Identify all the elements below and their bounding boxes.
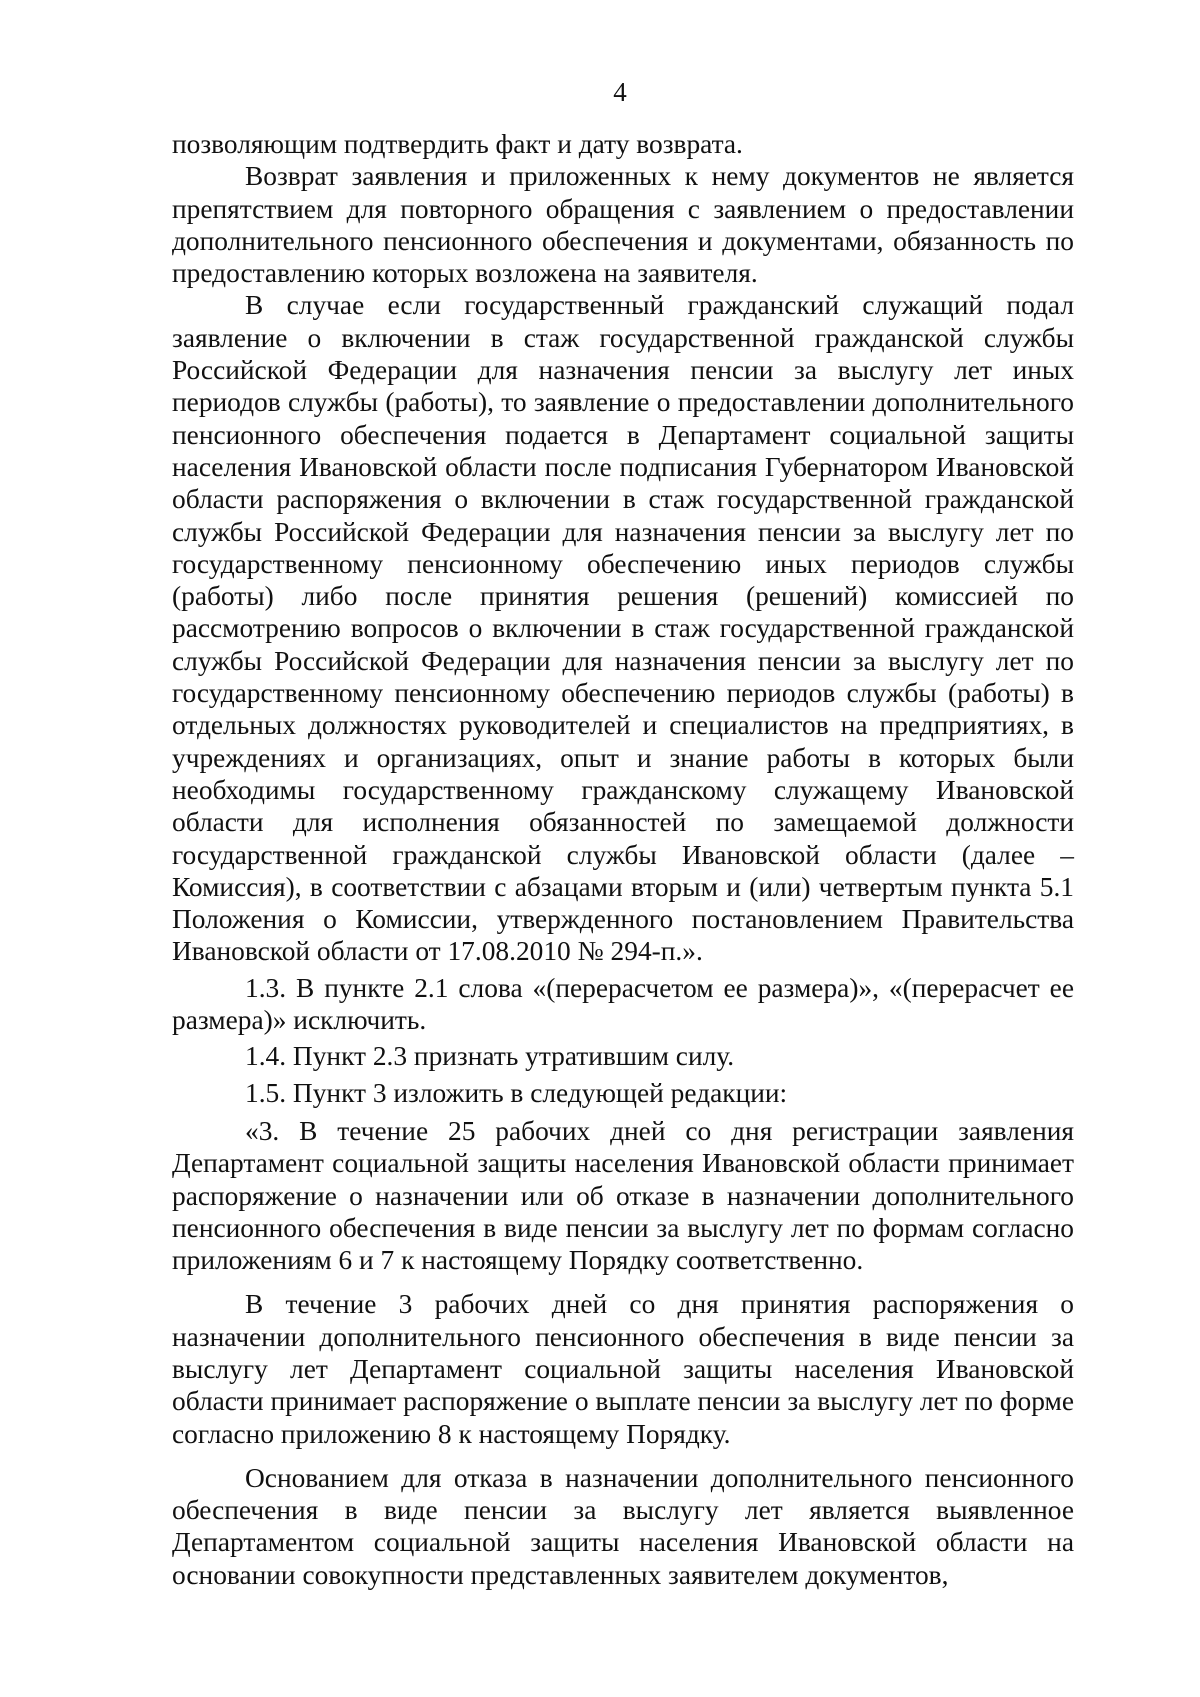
paragraph-item-3-decision-period: «3. В течение 25 рабочих дней со дня регистрации заявления Департамент социальной защиты населения Ивановской области принимает распоряжение о назначении или об отказе в назначении дополнительного пенсионного обеспечения в виде пенсии за выслугу лет по формам согласно приложениям 6 и 7 к настоящему Порядку соответственно. [172,1115,1074,1276]
page-number: 4 [613,77,627,107]
paragraph-payment-order: В течение 3 рабочих дней со дня принятия распоряжения о назначении дополнительного пенсионного обеспечения в виде пенсии за выслугу лет Департамент социальной защиты населения Ивановской области принимает распоряжение о выплате пенсии за выслугу лет по форме согласно приложению 8 к настоящему Порядку. [172,1289,1074,1449]
paragraph-return-not-obstacle: Возврат заявления и приложенных к нему документов не является препятствием для повторного обращения с заявлением о предоставлении дополнительного пенсионного обеспечения и документами, обязанность по предоставлению которых возложена на заявителя. [172,161,1074,289]
paragraph-item-1-4: 1.4. Пункт 2.3 признать утратившим силу. [245,1041,735,1072]
document-body [172,128,1074,1591]
paragraph-service-period-inclusion: В случае если государственный гражданский служащий подал заявление о включении в стаж государственной гражданской службы Российской Федерации для назначения пенсии за выслугу лет иных периодов службы (работы), то заявление о предоставлении дополнительного пенсионного обеспечения подается в Департамент социальной защиты населения Ивановской области после подписания Губернатором Ивановской области распоряжения о включении в стаж государственной гражданской службы Российской Федерации для назначения пенсии за выслугу лет по государственному пенсионному обеспечению иных периодов службы (работы) либо после принятия решения (решений) комиссией по рассмотрению вопросов о включении в стаж государственной гражданской службы Российской Федерации для назначения пенсии за выслугу лет по государственному пенсионному обеспечению периодов службы (работы) в отдельных должностях руководителей и специалистов на предприятиях, в учреждениях и организациях, опыт и знание работы в которых были необходимы государственному гражданскому служащему Ивановской области для исполнения обязанностей по замещаемой должности государственной гражданской службы Ивановской области (далее – Комиссия), в соответствии с абзацами вторым и (или) четвертым пункта 5.1 Положения о Комиссии, утвержденного постановлением Правительства Ивановской области от 17.08.2010 № 294-п.». [172,290,1074,967]
paragraph-item-1-3: 1.3. В пункте 2.1 слова «(перерасчетом ее размера)», «(перерасчет ее размера)» исключить. [172,972,1074,1036]
paragraph-refusal-basis: Основанием для отказа в назначении дополнительного пенсионного обеспечения в виде пенсии за выслугу лет является выявленное Департаментом социальной защиты населения Ивановской области на основании совокупности представленных заявителем документов, [172,1462,1074,1590]
paragraph-return-confirmation: позволяющим подтвердить факт и дату возврата. [172,129,743,159]
paragraph-item-1-5: 1.5. Пункт 3 изложить в следующей редакции: [245,1077,788,1108]
